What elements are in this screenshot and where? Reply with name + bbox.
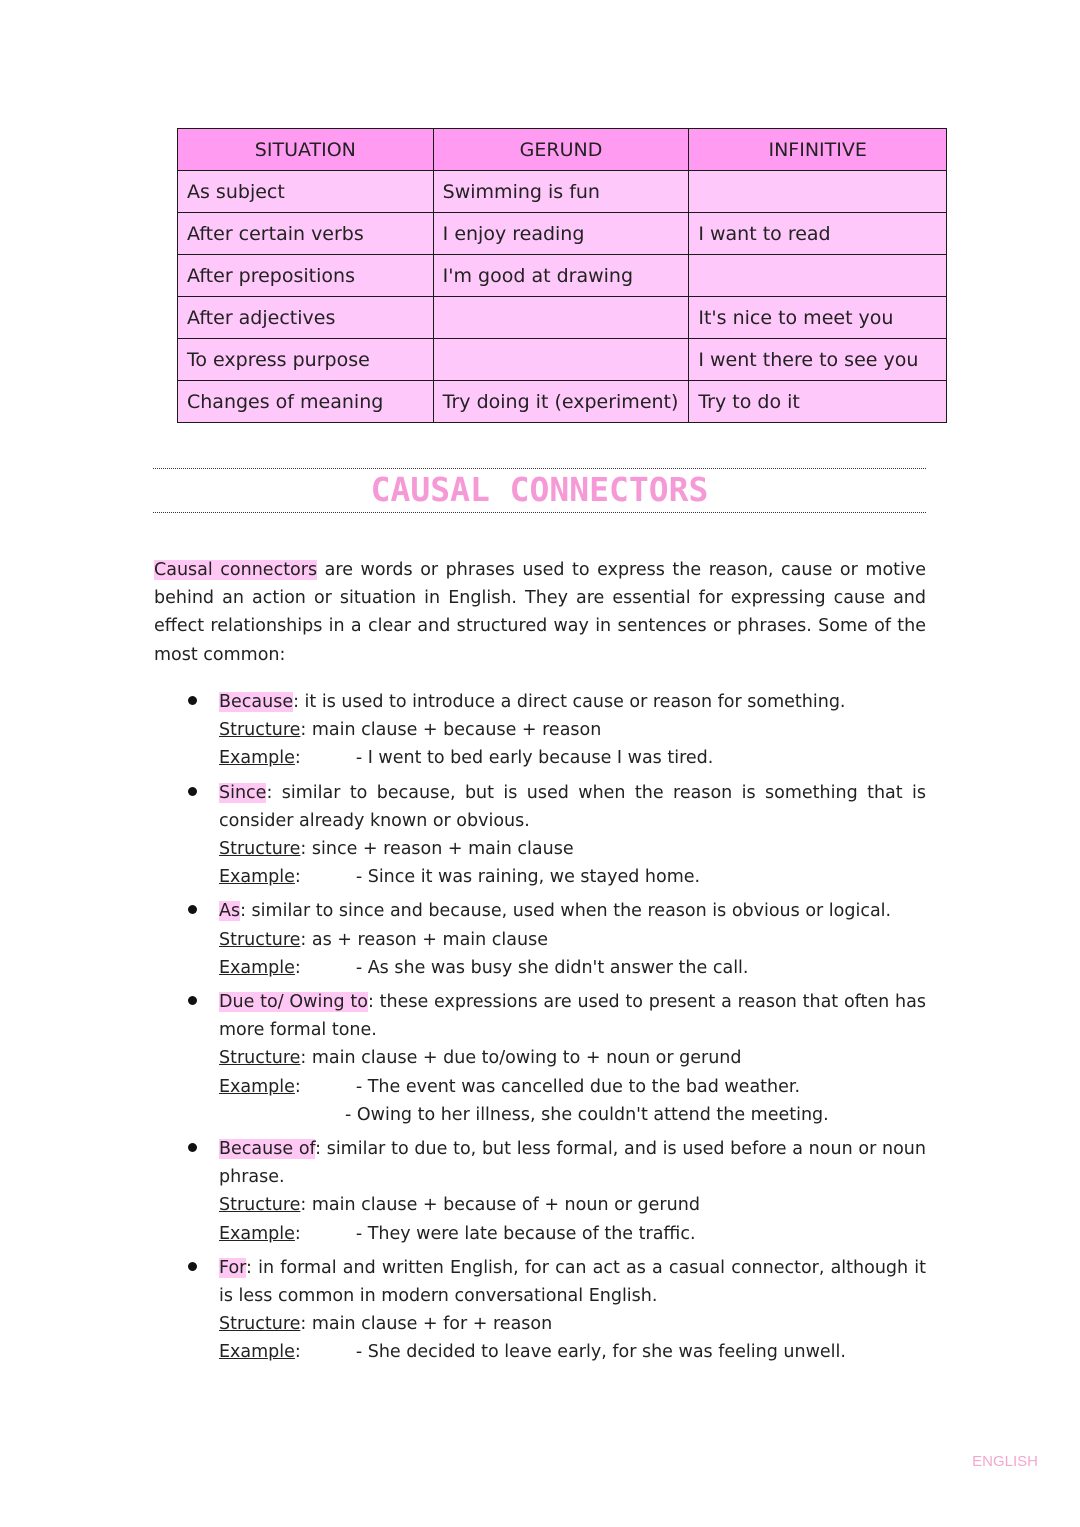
table-cell: It's nice to meet you — [689, 297, 947, 339]
structure-label: Structure — [219, 1195, 301, 1216]
bullet-icon — [188, 787, 197, 796]
table-cell: I went there to see you — [689, 339, 947, 381]
header-infinitive: INFINITIVE — [689, 129, 947, 171]
connector-example: - Owing to her illness, she couldn't attend the meeting. — [345, 1104, 829, 1125]
connector-desc: : similar to due to, but less formal, and is used before a noun or noun phrase. — [219, 1139, 926, 1188]
bullet-icon — [188, 905, 197, 914]
connector-structure: : main clause + for + reason — [300, 1314, 553, 1335]
connector-example: - I went to bed early because I was tired. — [355, 748, 714, 769]
footer-label: ENGLISH — [972, 1453, 1038, 1470]
connector-example: - They were late because of the traffic. — [355, 1223, 696, 1244]
connector-list — [154, 688, 926, 1373]
connector-example: - The event was cancelled due to the bad weather. — [355, 1076, 801, 1097]
table-cell — [433, 297, 689, 339]
table-cell: After adjectives — [178, 297, 434, 339]
structure-label: Structure — [219, 1314, 301, 1335]
title-rule-bottom — [153, 512, 926, 513]
connector-term: For — [219, 1257, 247, 1278]
table-cell: After certain verbs — [178, 213, 434, 255]
table-row — [178, 213, 947, 255]
connector-structure: : main clause + due to/owing to + noun or gerund — [300, 1048, 742, 1069]
structure-label: Structure — [219, 929, 301, 950]
list-item: Because: it is used to introduce a direct cause or reason for something. Structure: main clause + because + reason Example: - I went to bed early because I was tired. — [154, 688, 926, 773]
table-header-row — [178, 129, 947, 171]
list-item: Because of: similar to due to, but less formal, and is used before a noun or noun phrase. Structure: main clause + because of + noun or gerund Example: - They were late because of the traffic. — [154, 1135, 926, 1248]
list-item: Due to/ Owing to: these expressions are used to present a reason that often has more formal tone. Structure: main clause + due to/owing to + noun or gerund Example: - The event was cancelled due to the bad weather. - Owing to her illness, she couldn't attend the meeting. — [154, 988, 926, 1129]
title-rule-top — [153, 468, 926, 469]
table-row — [178, 381, 947, 423]
table-cell: I'm good at drawing — [433, 255, 689, 297]
header-situation: SITUATION — [178, 129, 434, 171]
table-row — [178, 339, 947, 381]
intro-paragraph — [154, 556, 926, 669]
connector-desc: : similar to because, but is used when the reason is something that is consider already known or obvious. — [219, 782, 926, 831]
table-cell — [689, 171, 947, 213]
example-label: Example — [219, 1223, 295, 1244]
example-label: Example — [219, 957, 295, 978]
table-cell: I enjoy reading — [433, 213, 689, 255]
connector-term: Because — [219, 692, 294, 712]
connector-term: Due to/ Owing to — [219, 992, 368, 1013]
example-label: Example — [219, 1076, 295, 1097]
bullet-icon — [188, 696, 197, 705]
connector-desc: : it is used to introduce a direct cause or reason for something. — [293, 692, 846, 712]
connector-structure: : main clause + because + reason — [300, 720, 602, 741]
connector-structure: : as + reason + main clause — [300, 929, 548, 950]
connector-example: - Since it was raining, we stayed home. — [355, 867, 701, 888]
gerund-infinitive-table — [177, 128, 947, 423]
table-row — [178, 255, 947, 297]
table-cell: Changes of meaning — [178, 381, 434, 423]
table-cell: I want to read — [689, 213, 947, 255]
table-cell — [689, 255, 947, 297]
intro-text: are words or phrases used to express the reason, cause or motive behind an action or situation in English. They are essential for expressing cause and effect relationships in a clear and structured way in sentences or phrases. Some of the most common: — [154, 560, 926, 665]
structure-label: Structure — [219, 1048, 301, 1069]
table-cell — [433, 339, 689, 381]
list-item: For: in formal and written English, for can act as a casual connector, although it is less common in modern conversational English. Structure: main clause + for + reason Example: - She decided to leave early, for she was feeling unwell. — [154, 1254, 926, 1367]
example-label: Example — [219, 1342, 295, 1363]
connector-structure: : main clause + because of + noun or gerund — [300, 1195, 700, 1216]
connector-term: Since — [219, 782, 267, 803]
list-item: As: similar to since and because, used when the reason is obvious or logical. Structure: as + reason + main clause Example: - As she was busy she didn't answer the call. — [154, 897, 926, 982]
section-title: CAUSAL CONNECTORS — [370, 470, 709, 509]
intro-highlight: Causal connectors — [154, 560, 318, 580]
table-cell: To express purpose — [178, 339, 434, 381]
connector-structure: : since + reason + main clause — [300, 839, 574, 860]
connector-desc: : these expressions are used to present a reason that often has more formal tone. — [219, 992, 926, 1041]
example-label: Example — [219, 748, 295, 769]
connector-term: Because of — [219, 1139, 316, 1160]
bullet-icon — [188, 996, 197, 1005]
connector-term: As — [219, 901, 241, 922]
connector-example: - She decided to leave early, for she was feeling unwell. — [355, 1342, 846, 1363]
connector-desc: : similar to since and because, used when the reason is obvious or logical. — [240, 901, 892, 922]
table-cell: As subject — [178, 171, 434, 213]
header-gerund: GERUND — [433, 129, 689, 171]
table-row — [178, 171, 947, 213]
structure-label: Structure — [219, 720, 301, 741]
table-row — [178, 297, 947, 339]
example-label: Example — [219, 867, 295, 888]
table-cell: Try to do it — [689, 381, 947, 423]
table-cell: Try doing it (experiment) — [433, 381, 689, 423]
table-cell: Swimming is fun — [433, 171, 689, 213]
connector-desc: : in formal and written English, for can act as a casual connector, although it is less common in modern conversational English. — [219, 1257, 926, 1307]
list-item: Since: similar to because, but is used when the reason is something that is consider already known or obvious. Structure: since + reason + main clause Example: - Since it was raining, we stayed home. — [154, 779, 926, 892]
structure-label: Structure — [219, 839, 301, 860]
connector-example: - As she was busy she didn't answer the call. — [355, 957, 749, 978]
bullet-icon — [188, 1143, 197, 1152]
bullet-icon — [188, 1262, 197, 1271]
table-cell: After prepositions — [178, 255, 434, 297]
